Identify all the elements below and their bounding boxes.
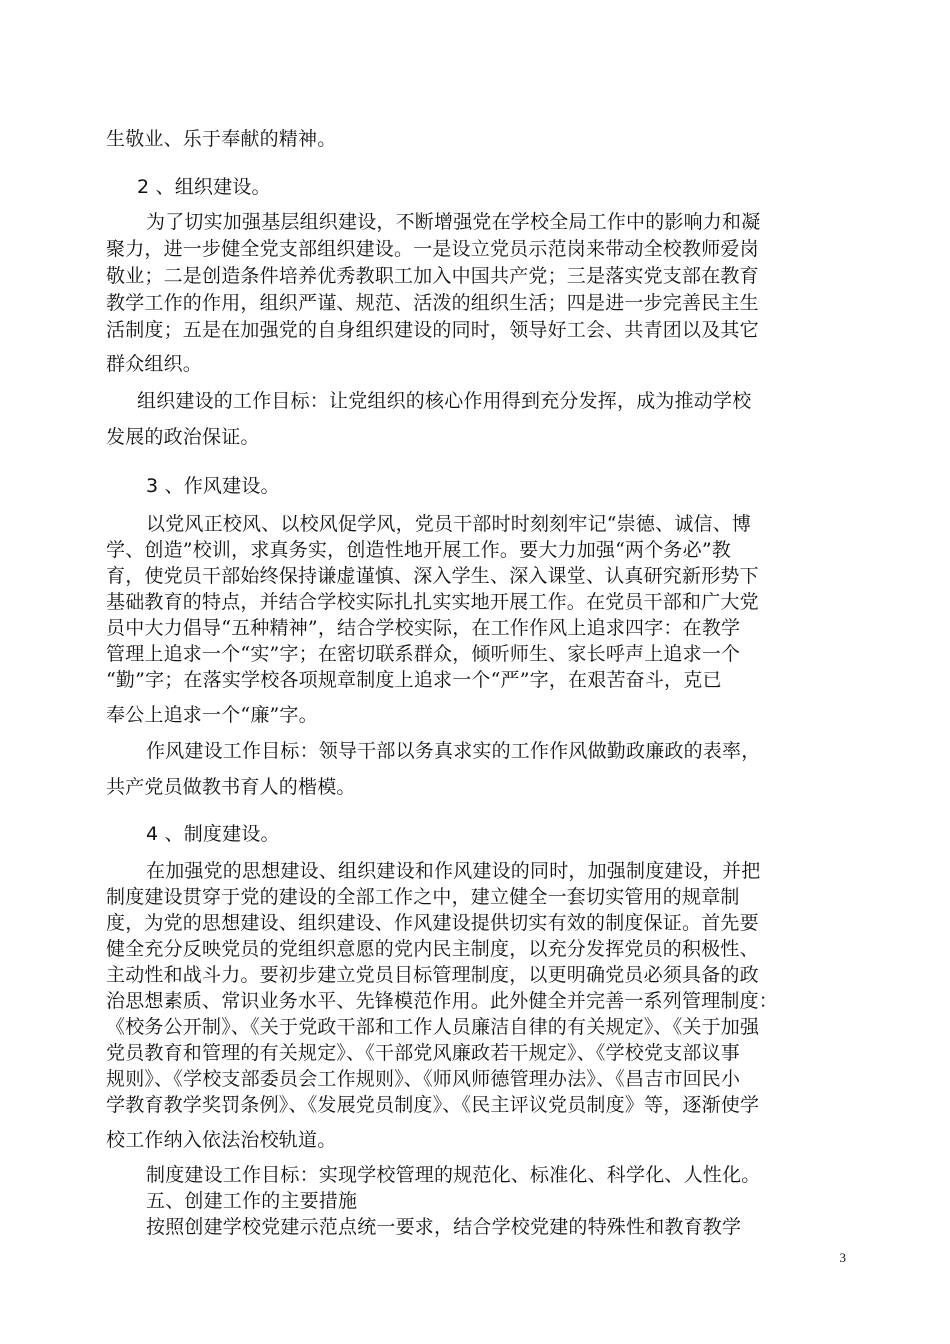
text-line: 度，为党的思想建设、组织建设、作风建设提供切实有效的制度保证。首先要 xyxy=(106,912,759,934)
text-line: 在加强党的思想建设、组织建设和作风建设的同时，加强制度建设，并把 xyxy=(146,860,761,882)
text-line: 健全充分反映党员的党组织意愿的党内民主制度，以充分发挥党员的积极性、 xyxy=(106,938,759,960)
section-heading: 五、创建工作的主要措施 xyxy=(146,1190,358,1212)
text-line: 制度建设贯穿于党的建设的全部工作之中，建立健全一套切实管用的规章制 xyxy=(106,886,740,908)
text-line: 治思想素质、常识业务水平、先锋模范作用。此外健全并完善一系列管理制度： xyxy=(106,990,779,1012)
text-line: 基础教育的特点，并结合学校实际扎扎实实地开展工作。在党员干部和广大党 xyxy=(106,591,759,613)
text-line: 员中大力倡导“五种精神”，结合学校实际，在工作作风上追求四字：在教学 xyxy=(106,617,741,639)
text-line: 主动性和战斗力。要初步建立党员目标管理制度，以更明确党员必须具备的政 xyxy=(106,964,759,986)
text-line: 生敬业、乐于奉献的精神。 xyxy=(106,128,337,150)
text-line: 群众组织。 xyxy=(106,353,203,375)
text-line: “勤”字；在落实学校各项规章制度上追求一个“严”字，在艰苦奋斗，克已 xyxy=(106,669,722,691)
text-line: 校工作纳入依法治校轨道。 xyxy=(106,1129,337,1151)
text-line: 党员教育和管理的有关规定》、《干部党风廉政若干规定》、《学校党支部议事 xyxy=(106,1042,741,1064)
section-heading: 3 、作风建设。 xyxy=(146,475,280,497)
text-line: 活制度；五是在加强党的自身组织建设的同时，领导好工会、共青团以及其它 xyxy=(106,319,759,341)
text-line: 奉公上追求一个“廉”字。 xyxy=(106,704,318,726)
text-line: 学、创造”校训，求真务实，创造性地开展工作。要大力加强“两个务必”教 xyxy=(106,539,731,561)
text-line: 按照创建学校党建示范点统一要求，结合学校党建的特殊性和教育教学 xyxy=(146,1216,742,1238)
text-line: 敬业；二是创造条件培养优秀教职工加入中国共产党；三是落实党支部在教育 xyxy=(106,265,759,287)
text-line: 育，使党员干部始终保持谦虚谨慎、深入学生、深入课堂、认真研究新形势下 xyxy=(106,565,759,587)
text-line: 作风建设工作目标：领导干部以务真求实的工作作风做勤政廉政的表率， xyxy=(146,740,761,762)
text-line: 组织建设的工作目标：让党组织的核心作用得到充分发挥，成为推动学校 xyxy=(137,390,752,412)
page-number: 3 xyxy=(839,1250,846,1265)
text-line: 制度建设工作目标：实现学校管理的规范化、标准化、科学化、人性化。 xyxy=(146,1164,761,1186)
text-line: 学教育教学奖罚条例》、《发展党员制度》、《民主评议党员制度》等，逐渐使学 xyxy=(106,1094,760,1116)
text-line: 共产党员做教书育人的楷模。 xyxy=(106,776,356,798)
text-line: 管理上追求一个“实”字；在密切联系群众，倾听师生、家长呼声上追求一个 xyxy=(106,643,741,665)
section-heading: 2 、组织建设。 xyxy=(137,176,271,198)
section-heading: 4 、制度建设。 xyxy=(146,823,280,845)
text-line: 教学工作的作用，组织严谨、规范、活泼的组织生活；四是进一步完善民主生 xyxy=(106,292,759,314)
text-line: 聚力，进一步健全党支部组织建设。一是设立党员示范岗来带动全校教师爱岗 xyxy=(106,238,759,260)
text-line: 为了切实加强基层组织建设，不断增强党在学校全局工作中的影响力和凝 xyxy=(146,211,761,233)
text-line: 以党风正校风、以校风促学风，党员干部时时刻刻牢记“崇德、诚信、博 xyxy=(146,513,752,535)
text-line: 《校务公开制》、《关于党政干部和工作人员廉洁自律的有关规定》、《关于加强 xyxy=(106,1016,760,1038)
text-line: 规则》、《学校支部委员会工作规则》、《师风师德管理办法》、《昌吉市回民小 xyxy=(106,1068,741,1090)
text-line: 发展的政治保证。 xyxy=(106,426,260,448)
